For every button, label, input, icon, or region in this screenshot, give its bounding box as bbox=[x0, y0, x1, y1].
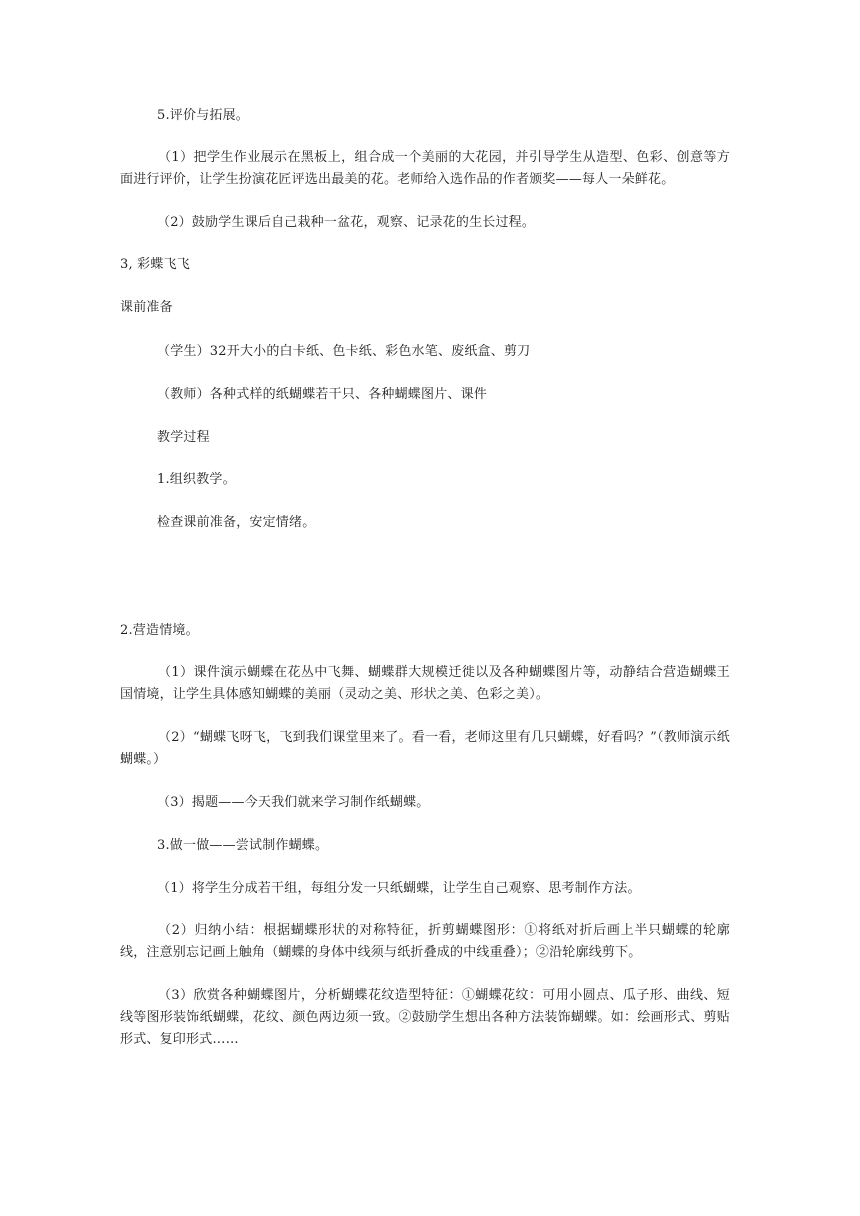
step-1-heading: 1.组织教学。 bbox=[157, 472, 236, 487]
step-3-paragraph-2: （2）归纳小结：根据蝴蝶形状的对称特征，折剪蝴蝶图形：①将纸对折后画上半只蝴蝶的轮廓线，注意别忘记画上触角（蝴蝶的身体中线须与纸折叠成的中线重叠）；②沿轮廓线剪下。 bbox=[120, 923, 730, 960]
lesson-3-title: 3, 彩蝶飞飞 bbox=[120, 257, 190, 272]
step-3-paragraph-1: （1）将学生分成若干组，每组分发一只纸蝴蝶，让学生自己观察、思考制作方法。 bbox=[157, 881, 641, 896]
step-2-paragraph-3: （3）揭题——今天我们就来学习制作纸蝴蝶。 bbox=[157, 795, 430, 810]
step-2-paragraph-2: （2）“蝴蝶飞呀飞，飞到我们课堂里来了。看一看，老师这里有几只蝴蝶，好看吗？”（教师演示纸蝴蝶。） bbox=[120, 730, 730, 767]
prep-teacher-materials: （教师）各种式样的纸蝴蝶若干只、各种蝴蝶图片、课件 bbox=[157, 387, 488, 402]
step-3-paragraph-3: （3）欣赏各种蝴蝶图片，分析蝴蝶花纹造型特征：①蝴蝶花纹：可用小圆点、瓜子形、曲线、短线等图形装饰纸蝴蝶，花纹、颜色两边须一致。②鼓励学生想出各种方法装饰蝴蝶。如：绘画形式、剪贴形式、复印形式…… bbox=[120, 988, 730, 1047]
step-2-paragraph-1: （1）课件演示蝴蝶在花丛中飞舞、蝴蝶群大规模迁徙以及各种蝴蝶图片等，动静结合营造蝴蝶王国情境，让学生具体感知蝴蝶的美丽（灵动之美、形状之美、色彩之美）。 bbox=[120, 665, 730, 702]
section-5-paragraph-2: （2）鼓励学生课后自己栽种一盆花，观察、记录花的生长过程。 bbox=[157, 215, 536, 230]
step-2-heading: 2.营造情境。 bbox=[120, 623, 199, 638]
prep-heading: 课前准备 bbox=[120, 300, 173, 315]
teaching-process-heading: 教学过程 bbox=[157, 430, 210, 445]
section-5-heading: 5.评价与拓展。 bbox=[157, 108, 250, 123]
step-3-heading: 3.做一做——尝试制作蝴蝶。 bbox=[157, 838, 329, 853]
prep-student-materials: （学生）32开大小的白卡纸、色卡纸、彩色水笔、废纸盒、剪刀 bbox=[157, 344, 531, 359]
section-5-paragraph-1: （1）把学生作业展示在黑板上，组合成一个美丽的大花园，并引导学生从造型、色彩、创意等方面进行评价，让学生扮演花匠评选出最美的花。老师给入选作品的作者颁奖——每人一朵鲜花。 bbox=[120, 150, 730, 187]
step-1-paragraph: 检查课前准备，安定情绪。 bbox=[157, 515, 316, 530]
